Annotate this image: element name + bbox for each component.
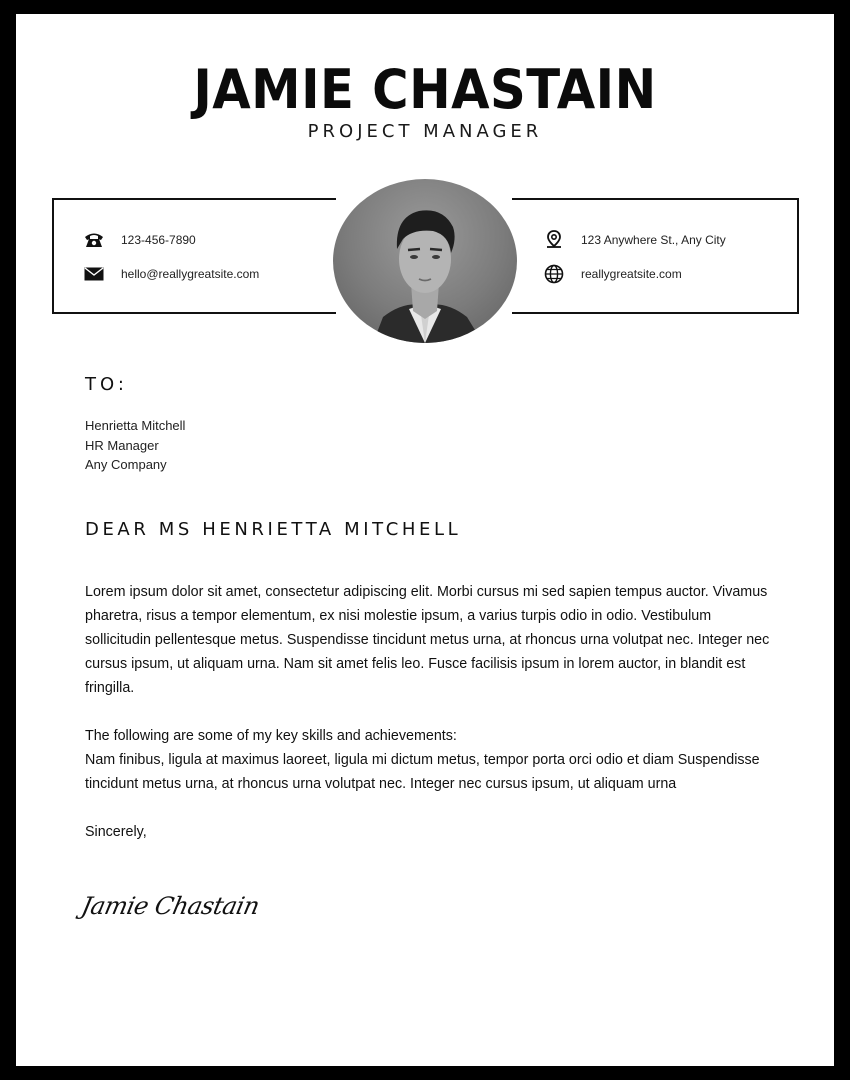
recipient-heading: TO: (85, 374, 128, 395)
applicant-name: JAMIE CHASTAIN (193, 58, 657, 121)
recipient-name: Henrietta Mitchell (85, 418, 186, 433)
contact-email (83, 263, 259, 285)
closing: Sincerely, (85, 824, 147, 840)
signature: Jamie Chastain (79, 892, 262, 920)
contact-address (543, 229, 726, 251)
salutation: DEAR MS HENRIETTA MITCHELL (85, 519, 462, 540)
recipient-block (85, 416, 185, 475)
phone-number: 123-456-7890 (121, 233, 196, 247)
phone-icon (83, 229, 105, 251)
contact-website (543, 263, 682, 285)
email-address: hello@reallygreatsite.com (121, 267, 260, 281)
globe-icon (543, 263, 565, 285)
job-title: PROJECT MANAGER (307, 121, 543, 142)
skills-intro: The following are some of my key skills and achievements: (85, 728, 457, 744)
location-pin-icon (543, 229, 565, 251)
street-address: 123 Anywhere St., Any City (581, 233, 726, 247)
website-url: reallygreatsite.com (581, 267, 682, 281)
letter-body (85, 580, 775, 844)
body-paragraph: Nam finibus, ligula at maximus laoreet, ligula mi dictum metus, tempor porta orci odio et diam Suspendisse tincidunt metus urna, at rhoncus urna volutpat nec. Integer nec cursus ipsum, ut aliquam urna (85, 752, 760, 792)
profile-photo (333, 179, 517, 343)
recipient-role: HR Manager (85, 437, 159, 453)
contact-phone (83, 229, 196, 251)
body-paragraph: Lorem ipsum dolor sit amet, consectetur adipiscing elit. Morbi cursus mi sed sapien tempus auctor. Vivamus pharetra, risus a tempor elementum, ex nisi molestie ipsum, a varius turpis odio in odio. Vestibulum sollicitudin pellentesque metus. Suspendisse tincidunt metus urna, at rhoncus urna volutpat nec. Integer nec cursus ipsum, ut aliquam urna. Nam sit amet felis leo. Fusce facilisis ipsum in lorem auctor, in blandit est fringilla. (85, 584, 770, 696)
recipient-company: Any Company (85, 457, 167, 472)
email-icon (83, 263, 105, 285)
